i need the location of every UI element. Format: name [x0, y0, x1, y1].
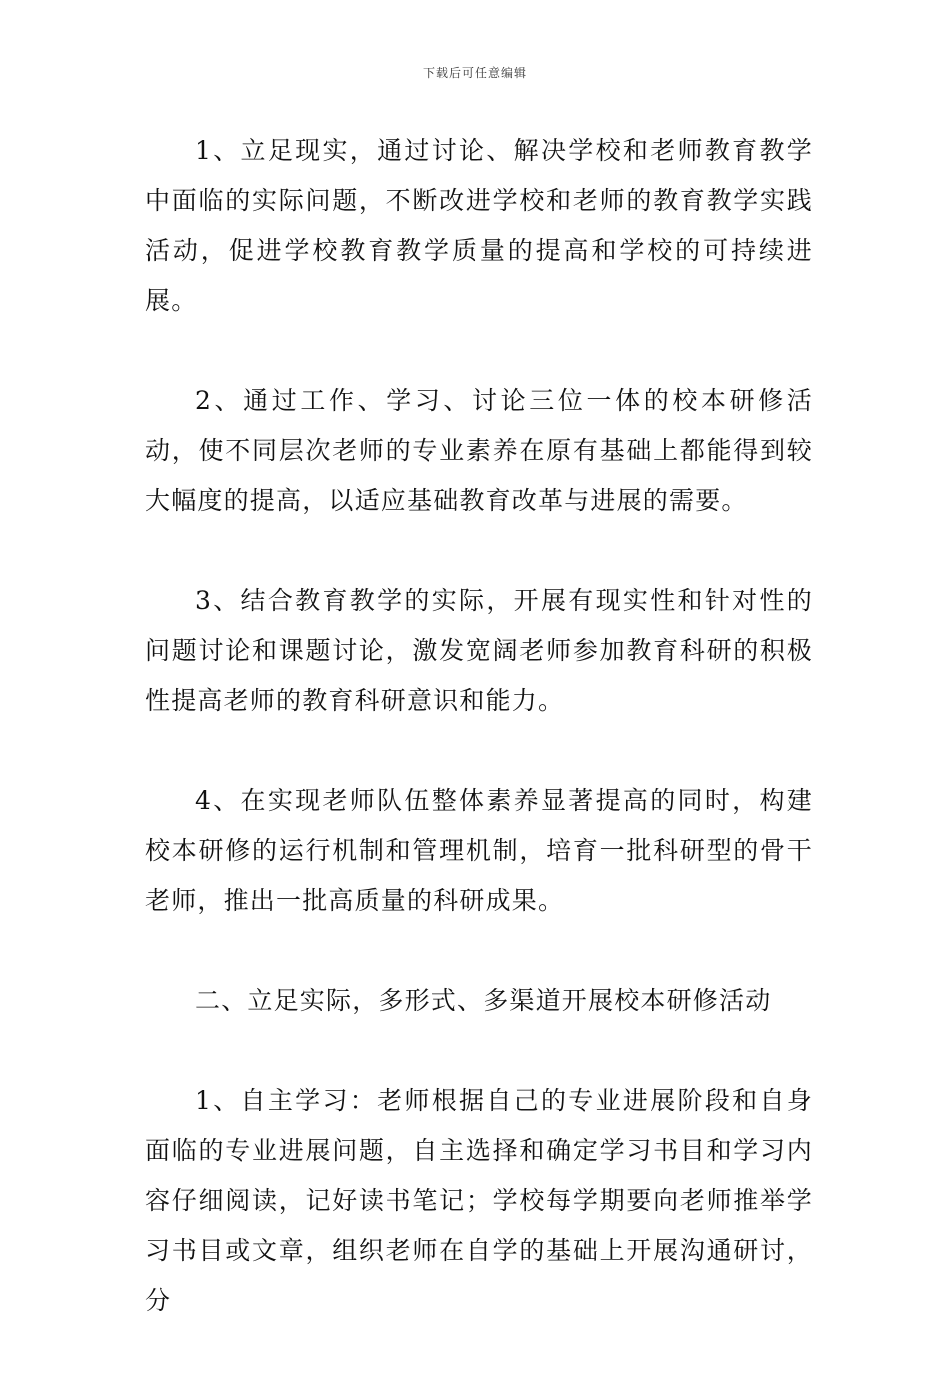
- section-heading-2: 二、立足实际，多形式、多渠道开展校本研修活动: [195, 986, 772, 1015]
- paragraph-goal-4: 4、在实现老师队伍整体素养显著提高的同时，构建校本研修的运行机制和管理机制，培育一批科研型的骨干老师，推出一批高质量的科研成果。: [145, 786, 813, 915]
- paragraph-self-study: 1、自主学习：老师根据自己的专业进展阶段和自身面临的专业进展问题，自主选择和确定学习书目和学习内容仔细阅读，记好读书笔记；学校每学期要向老师推举学习书目或文章，组织老师在自学的基础上开展沟通研讨，分: [145, 1086, 813, 1315]
- document-body: [145, 126, 813, 1376]
- paragraph-goal-2: 2、通过工作、学习、讨论三位一体的校本研修活动，使不同层次老师的专业素养在原有基础上都能得到较大幅度的提高，以适应基础教育改革与进展的需要。: [145, 386, 813, 515]
- paragraph-goal-3: 3、结合教育教学的实际，开展有现实性和针对性的问题讨论和课题讨论，激发宽阔老师参加教育科研的积极性提高老师的教育科研意识和能力。: [145, 586, 813, 715]
- paragraph-goal-1: 1、立足现实，通过讨论、解决学校和老师教育教学中面临的实际问题，不断改进学校和老师的教育教学实践活动，促进学校教育教学质量的提高和学校的可持续进展。: [145, 136, 813, 315]
- page-header-note: 下载后可任意编辑: [422, 66, 527, 80]
